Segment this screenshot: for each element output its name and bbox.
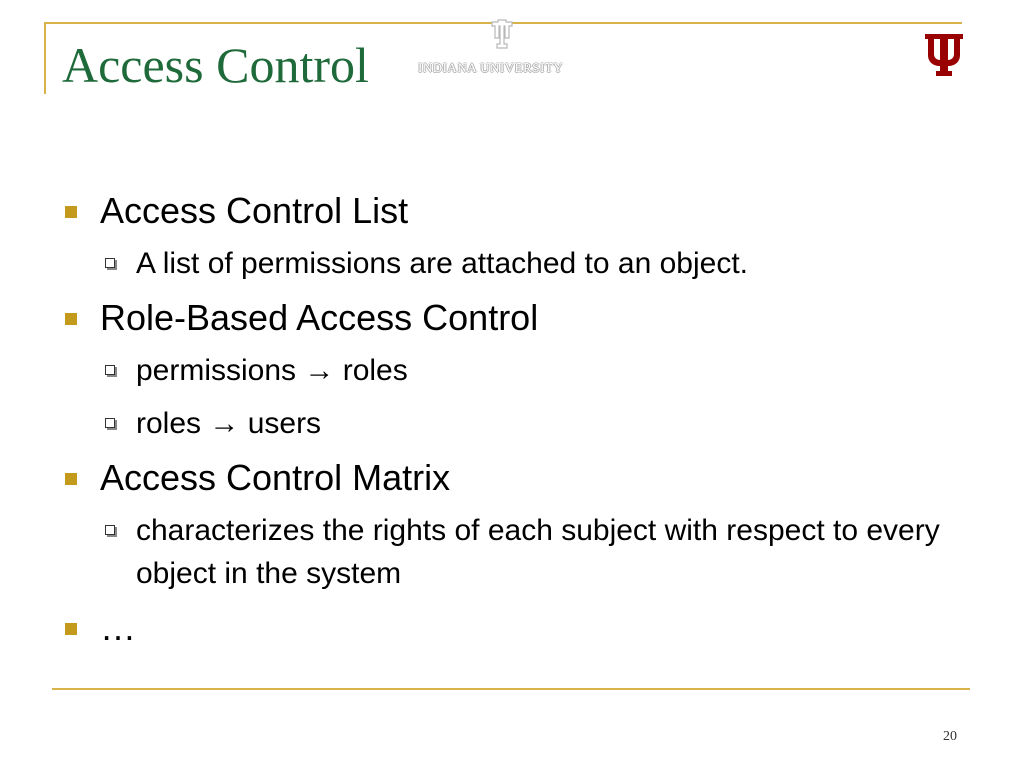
bullet-text: … [100,607,136,648]
sub-bullet-item [62,509,962,595]
footer-rule [52,688,970,690]
sub-bullet-text: permissions → roles [136,354,408,387]
slide-title: Access Control [62,38,373,93]
sub-bullet-text: roles → users [136,407,322,440]
iu-watermark [412,16,592,76]
square-bullet-icon [65,313,77,325]
bullet-item [62,605,962,651]
sub-bullet-item [62,242,962,285]
page-number: 20 [943,729,957,744]
sub-bullet-item [62,349,962,392]
bullet-list [62,188,962,659]
square-bullet-icon [65,623,77,635]
hollow-square-bullet-icon [105,365,115,375]
bullet-text: Access Control List [100,190,409,231]
sub-bullet-item [62,402,962,445]
sub-bullet-text: characterizes the rights of each subject with respect to every object in the system [136,514,940,590]
bullet-item [62,188,962,234]
hollow-square-bullet-icon [105,418,115,428]
iu-trident-logo-icon [923,30,965,78]
hollow-square-bullet-icon [105,258,115,268]
header-rule-top [44,22,962,24]
square-bullet-icon [65,206,77,218]
watermark-wordmark: INDIANA UNIVERSITY [418,60,564,75]
bullet-item [62,455,962,501]
bullet-item [62,295,962,341]
hollow-square-bullet-icon [105,525,115,535]
square-bullet-icon [65,473,77,485]
sub-bullet-text: A list of permissions are attached to an object. [136,247,748,280]
header-rule-left [44,22,46,94]
bullet-text: Role-Based Access Control [100,297,539,338]
bullet-text: Access Control Matrix [100,457,451,498]
